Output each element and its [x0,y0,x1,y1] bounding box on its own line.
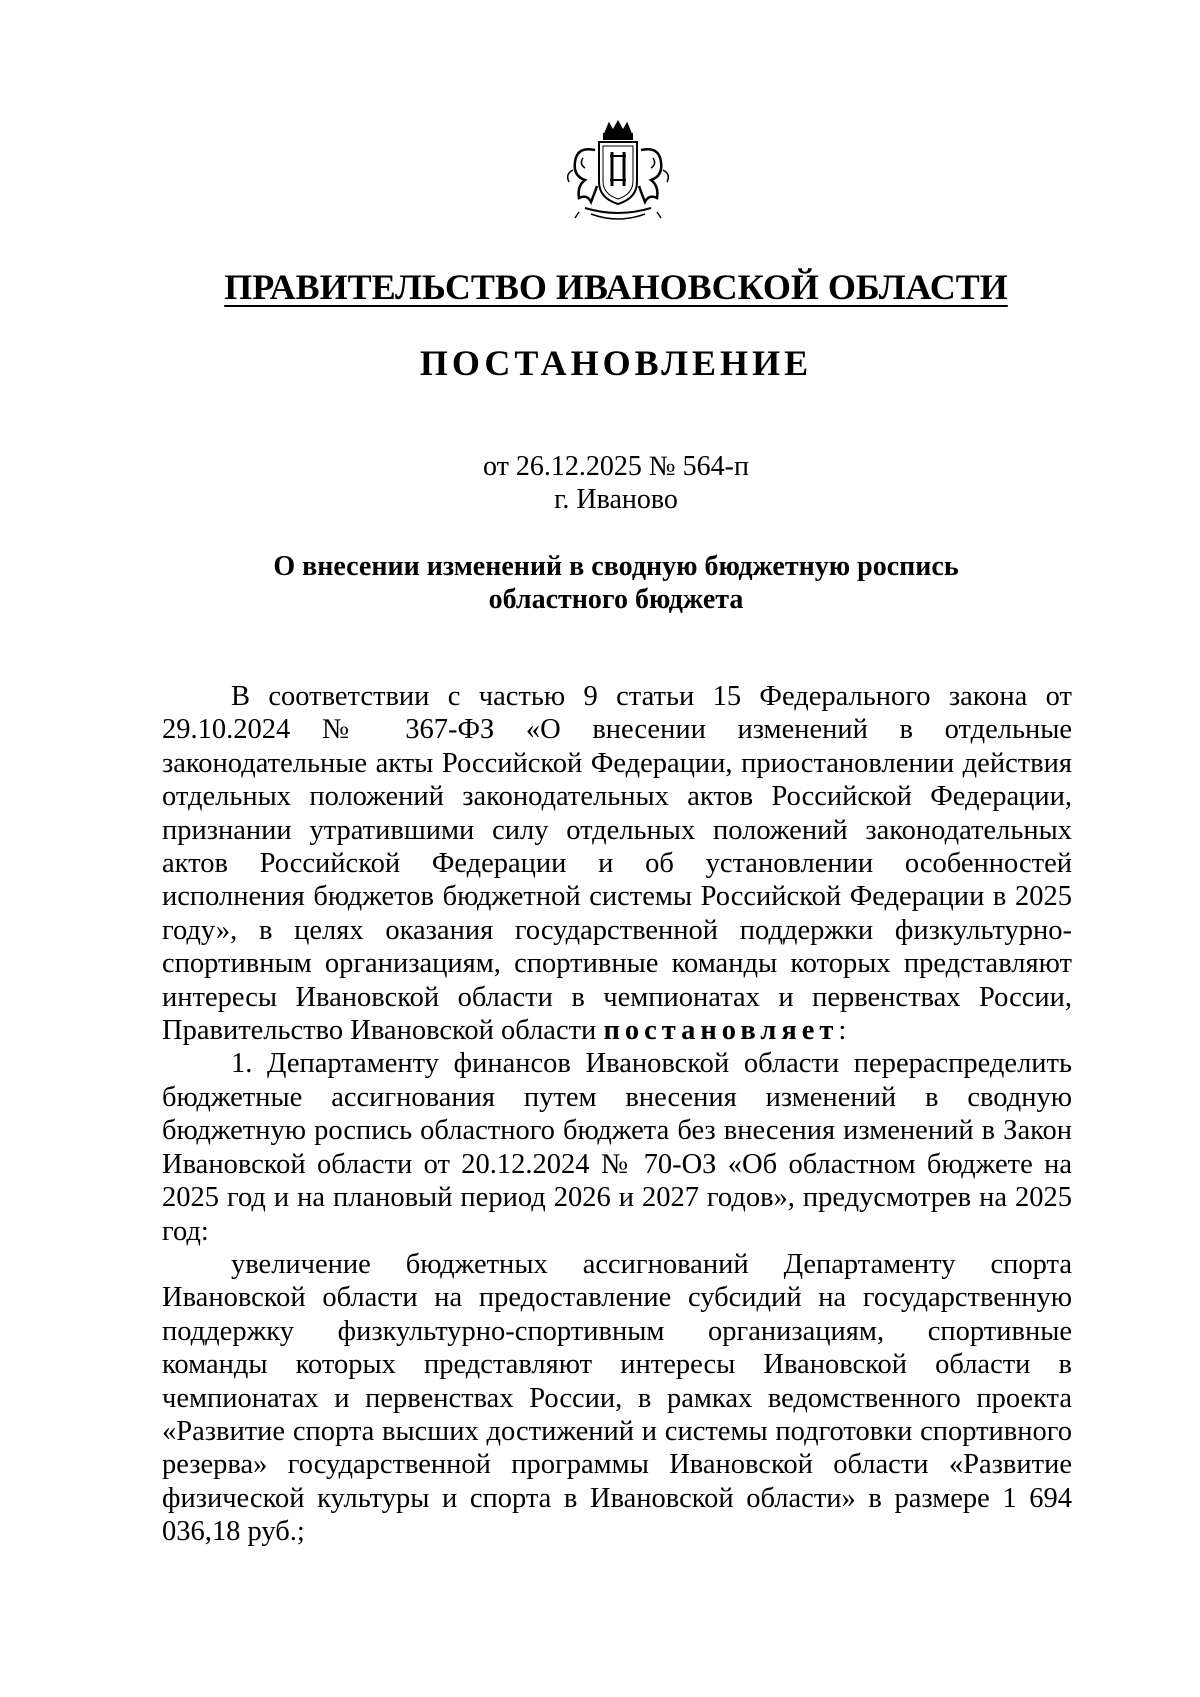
item-1-paragraph: 1. Департаменту финансов Ивановской области перераспределить бюджетные ассигнования путем внесения изменений в сводную бюджетную роспись областного бюджета без внесения изменений в Закон Ивановской области от 20.12.2024 № 70-ОЗ «Об областном бюджете на 2025 год и на плановый период 2026 и 2027 годов», предусмотрев на 2025 год: [162,1048,1072,1247]
preamble-paragraph [162,680,1072,1047]
document-subject [0,550,1200,616]
document-subject-line: О внесении изменений в сводную бюджетную роспись [273,551,959,582]
increase-paragraph: увеличение бюджетных ассигнований Департаменту спорта Ивановской области на предоставление субсидий на государственную поддержку физкультурно-спортивным организациям, спортивные команды которых представляют интересы Ивановской области в чемпионатах и первенствах России, в рамках ведомственного проекта «Развитие спорта высших достижений и системы подготовки спортивного резерва» государственной программы Ивановской области «Развитие физической культуры и спорта в Ивановской области» в размере 1 694 036,18 руб.; [162,1248,1072,1548]
coat-of-arms-emblem [555,120,681,228]
decree-word: постановляет [603,1015,839,1047]
document-city: г. Иваново [554,484,678,515]
preamble-end: : [838,1015,847,1047]
document-type: ПОСТАНОВЛЕНИЕ [419,343,813,383]
document-body [162,680,1072,1549]
preamble-text: В соответствии с частью 9 статьи 15 Федерального закона от 29.10.2024 № 367-ФЗ «О внесении изменений в отдельные законодательные акты Российской Федерации, приостановлении действия отдельных положений законодательных актов Российской Федерации, признании утратившими силу отдельных положений законодательных актов Российской Федерации и об установлении особенностей исполнения бюджетов бюджетной системы Российской Федерации в 2025 году», в целях оказания государственной поддержки физкультурно-спортивным организациям, спортивные команды которых представляют интересы Ивановской области в чемпионатах и первенствах России, Правительство Ивановской области [162,681,1072,1047]
organization-title: ПРАВИТЕЛЬСТВО ИВАНОВСКОЙ ОБЛАСТИ [224,267,1008,307]
document-date-number: от 26.12.2025 № 564-п [483,451,749,482]
document-subject-line: областного бюджета [488,584,744,615]
